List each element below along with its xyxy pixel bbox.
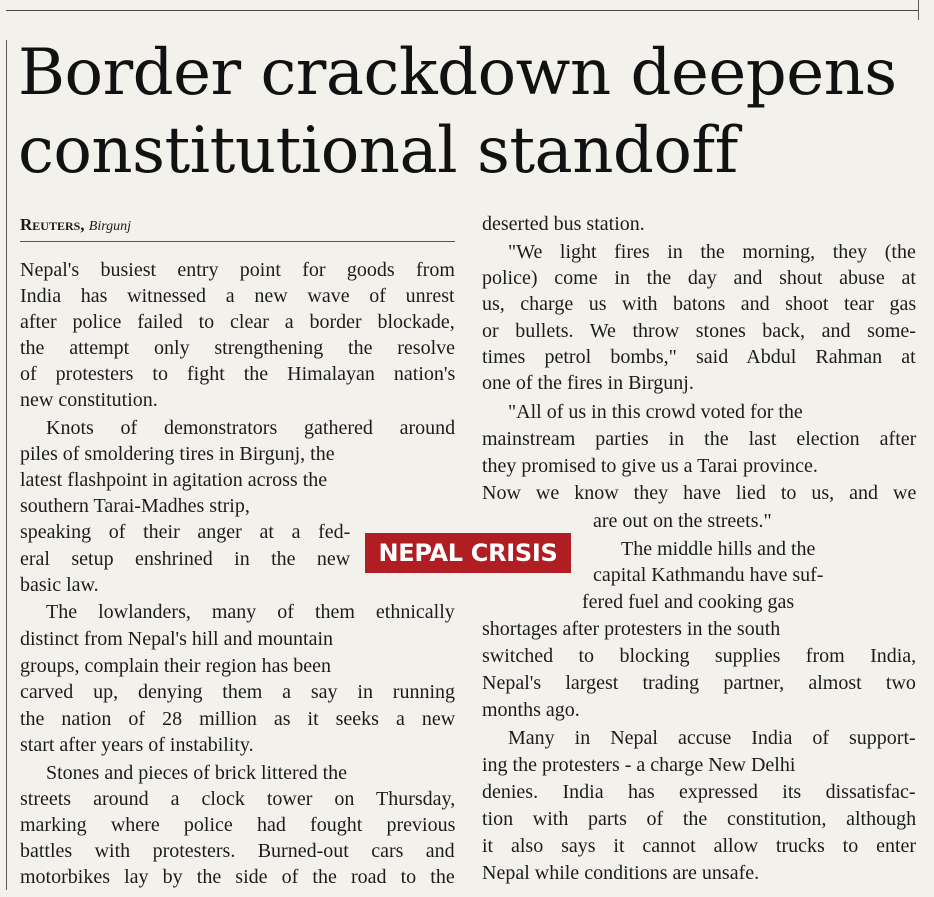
article-line: groups, complain their region has been	[20, 655, 332, 677]
article-line: battles with protesters. Burned-out cars and	[20, 840, 455, 862]
article-line: the attempt only strengthening the resolve	[20, 337, 456, 359]
article-line: police) come in the day and shout abuse at	[482, 267, 916, 289]
article-line: of protesters to fight the Himalayan nation's	[20, 363, 456, 385]
article-line: fered fuel and cooking gas	[582, 591, 795, 613]
article-line: the nation of 28 million as it seeks a new	[20, 708, 456, 730]
article-line: The lowlanders, many of them ethnically	[46, 601, 455, 623]
right-edge-rule	[918, 0, 919, 20]
article-line: us, charge us with batons and shoot tear gas	[482, 293, 917, 315]
article-line: they promised to give us a Tarai province.	[482, 455, 818, 477]
article-line: streets around a clock tower on Thursday,	[20, 788, 456, 810]
article-line: Now we know they have lied to us, and we	[482, 482, 917, 504]
article-line: marking where police had fought previous	[20, 814, 456, 836]
byline	[20, 215, 460, 237]
article-line: times petrol bombs," said Abdul Rahman at	[482, 346, 916, 368]
article-line: or bullets. We throw stones back, and some-	[482, 320, 916, 342]
byline-place: Birgunj	[88, 219, 132, 234]
article-line: tion with parts of the constitution, although	[482, 808, 917, 830]
article-line: capital Kathmandu have suf-	[593, 564, 824, 586]
headline	[18, 34, 918, 190]
article-line: "We light fires in the morning, they (the	[508, 241, 916, 263]
article-line: basic law.	[20, 574, 99, 596]
article-line: Many in Nepal accuse India of support-	[508, 727, 916, 749]
article-line: mainstream parties in the last election after	[482, 428, 917, 450]
article-line: southern Tarai-Madhes strip,	[20, 495, 250, 517]
headline-line-2: constitutional standoff	[18, 114, 738, 188]
article-line: it also says it cannot allow trucks to enter	[482, 835, 917, 857]
article-line: denies. India has expressed its dissatisfac-	[482, 781, 916, 803]
article-line: one of the fires in Birgunj.	[482, 372, 694, 394]
article-line: latest flashpoint in agitation across the	[20, 469, 328, 491]
article-line: ing the protesters - a charge New Delhi	[482, 754, 796, 776]
byline-agency: Reuters,	[20, 215, 85, 234]
article-line: piles of smoldering tires in Birgunj, the	[20, 443, 335, 465]
article-line: shortages after protesters in the south	[482, 618, 781, 640]
article-line: carved up, denying them a say in running	[20, 681, 456, 703]
article-line: Nepal's largest trading partner, almost two	[482, 672, 916, 694]
article-line: months ago.	[482, 699, 580, 721]
left-column-rule	[6, 40, 7, 890]
article-line: The middle hills and the	[621, 538, 816, 560]
top-rule	[6, 10, 918, 11]
article-line: eral setup enshrined in the new	[20, 548, 351, 570]
headline-line-1: Border crackdown deepens	[18, 36, 897, 110]
article-line: Nepal's busiest entry point for goods from	[20, 259, 455, 281]
article-line: speaking of their anger at a fed-	[20, 521, 351, 543]
article-line: are out on the streets."	[593, 510, 772, 532]
article-line: "All of us in this crowd voted for the	[508, 401, 803, 423]
article-line: new constitution.	[20, 389, 158, 411]
article-line: deserted bus station.	[482, 213, 645, 235]
article-line: Stones and pieces of brick littered the	[46, 762, 348, 784]
article-line: after police failed to clear a border blockade,	[20, 311, 455, 333]
article-line: Nepal while conditions are unsafe.	[482, 862, 760, 884]
byline-rule	[20, 241, 455, 242]
article-line: switched to blocking supplies from India,	[482, 645, 917, 667]
article-line: India has witnessed a new wave of unrest	[20, 285, 455, 307]
nepal-crisis-badge: NEPAL CRISIS	[365, 533, 571, 573]
article-line: motorbikes lay by the side of the road to the	[20, 866, 455, 888]
article-line: distinct from Nepal's hill and mountain	[20, 628, 333, 650]
article-line: start after years of instability.	[20, 734, 254, 756]
article-line: Knots of demonstrators gathered around	[46, 417, 456, 439]
